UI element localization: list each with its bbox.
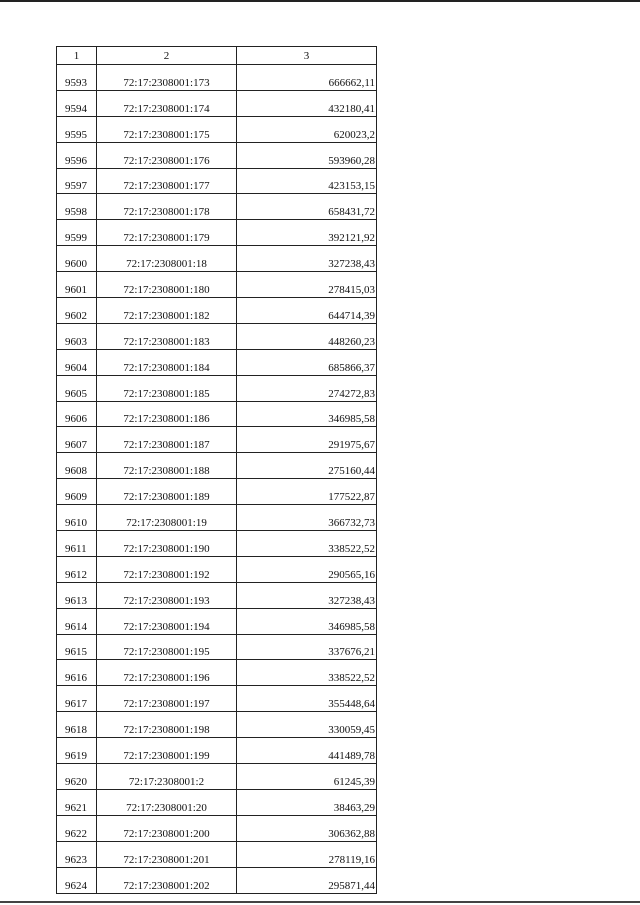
cadastral-value-cell: 177522,87 [237, 479, 377, 505]
row-number-cell: 9618 [57, 712, 97, 738]
table-row [57, 375, 377, 401]
table-row [57, 349, 377, 375]
cadastral-value-cell: 330059,45 [237, 712, 377, 738]
row-number-cell: 9599 [57, 220, 97, 246]
cadastral-value-cell: 278415,03 [237, 272, 377, 298]
cadastral-value-cell: 423153,15 [237, 168, 377, 194]
table-row [57, 815, 377, 841]
cadastral-number-cell: 72:17:2308001:201 [97, 841, 237, 867]
cadastral-number-cell: 72:17:2308001:192 [97, 556, 237, 582]
row-number-cell: 9624 [57, 867, 97, 893]
row-number-cell: 9611 [57, 531, 97, 557]
table-row [57, 65, 377, 91]
cadastral-number-cell: 72:17:2308001:200 [97, 815, 237, 841]
row-number-cell: 9622 [57, 815, 97, 841]
cadastral-value-cell: 274272,83 [237, 375, 377, 401]
cadastral-value-cell: 441489,78 [237, 738, 377, 764]
row-number-cell: 9603 [57, 323, 97, 349]
cadastral-number-cell: 72:17:2308001:185 [97, 375, 237, 401]
cadastral-number-cell: 72:17:2308001:179 [97, 220, 237, 246]
cadastral-value-cell: 432180,41 [237, 90, 377, 116]
cadastral-value-cell: 685866,37 [237, 349, 377, 375]
table-row [57, 764, 377, 790]
cadastral-number-cell: 72:17:2308001:195 [97, 634, 237, 660]
cadastral-value-cell: 306362,88 [237, 815, 377, 841]
cadastral-value-cell: 291975,67 [237, 427, 377, 453]
cadastral-number-cell: 72:17:2308001:187 [97, 427, 237, 453]
table-row [57, 505, 377, 531]
row-number-cell: 9621 [57, 789, 97, 815]
cadastral-number-cell: 72:17:2308001:189 [97, 479, 237, 505]
table-row [57, 220, 377, 246]
cadastral-number-cell: 72:17:2308001:199 [97, 738, 237, 764]
table-row [57, 867, 377, 893]
cadastral-number-cell: 72:17:2308001:202 [97, 867, 237, 893]
cadastral-number-cell: 72:17:2308001:182 [97, 298, 237, 324]
table-row [57, 194, 377, 220]
table-row [57, 168, 377, 194]
cadastral-number-cell: 72:17:2308001:198 [97, 712, 237, 738]
row-number-cell: 9609 [57, 479, 97, 505]
cadastral-value-cell: 448260,23 [237, 323, 377, 349]
cadastral-number-cell: 72:17:2308001:174 [97, 90, 237, 116]
row-number-cell: 9620 [57, 764, 97, 790]
table-body [57, 65, 377, 894]
row-number-cell: 9605 [57, 375, 97, 401]
cadastral-value-cell: 275160,44 [237, 453, 377, 479]
cadastral-value-cell: 338522,52 [237, 531, 377, 557]
cadastral-number-cell: 72:17:2308001:175 [97, 116, 237, 142]
cadastral-value-cell: 346985,58 [237, 608, 377, 634]
cadastral-value-cell: 392121,92 [237, 220, 377, 246]
cadastral-number-cell: 72:17:2308001:197 [97, 686, 237, 712]
cadastral-number-cell: 72:17:2308001:183 [97, 323, 237, 349]
cadastral-number-cell: 72:17:2308001:190 [97, 531, 237, 557]
row-number-cell: 9608 [57, 453, 97, 479]
page-bottom-border [0, 901, 640, 903]
cadastral-value-cell: 658431,72 [237, 194, 377, 220]
cadastral-number-cell: 72:17:2308001:180 [97, 272, 237, 298]
cadastral-number-cell: 72:17:2308001:194 [97, 608, 237, 634]
row-number-cell: 9613 [57, 582, 97, 608]
cadastral-number-cell: 72:17:2308001:178 [97, 194, 237, 220]
cadastral-number-cell: 72:17:2308001:19 [97, 505, 237, 531]
row-number-cell: 9593 [57, 65, 97, 91]
cadastral-value-cell: 278119,16 [237, 841, 377, 867]
table-row [57, 582, 377, 608]
header-col-1: 1 [57, 47, 97, 65]
table-row [57, 401, 377, 427]
cadastral-value-cell: 355448,64 [237, 686, 377, 712]
cadastral-number-cell: 72:17:2308001:186 [97, 401, 237, 427]
cadastral-number-cell: 72:17:2308001:20 [97, 789, 237, 815]
table-row [57, 841, 377, 867]
table-row [57, 608, 377, 634]
row-number-cell: 9612 [57, 556, 97, 582]
table-row [57, 323, 377, 349]
row-number-cell: 9604 [57, 349, 97, 375]
cadastral-value-cell: 61245,39 [237, 764, 377, 790]
cadastral-number-cell: 72:17:2308001:176 [97, 142, 237, 168]
table-row [57, 556, 377, 582]
row-number-cell: 9598 [57, 194, 97, 220]
table-row [57, 246, 377, 272]
row-number-cell: 9617 [57, 686, 97, 712]
cadastral-value-cell: 366732,73 [237, 505, 377, 531]
table-row [57, 272, 377, 298]
row-number-cell: 9606 [57, 401, 97, 427]
table-row [57, 479, 377, 505]
page-top-border [0, 0, 640, 2]
row-number-cell: 9602 [57, 298, 97, 324]
cadastral-value-cell: 327238,43 [237, 246, 377, 272]
row-number-cell: 9601 [57, 272, 97, 298]
cadastral-number-cell: 72:17:2308001:18 [97, 246, 237, 272]
header-row [57, 47, 377, 65]
cadastral-value-cell: 327238,43 [237, 582, 377, 608]
table-row [57, 142, 377, 168]
table-row [57, 427, 377, 453]
table-row [57, 660, 377, 686]
row-number-cell: 9607 [57, 427, 97, 453]
table-row [57, 298, 377, 324]
cadastral-value-cell: 290565,16 [237, 556, 377, 582]
cadastral-number-cell: 72:17:2308001:188 [97, 453, 237, 479]
cadastral-number-cell: 72:17:2308001:173 [97, 65, 237, 91]
cadastral-value-cell: 620023,2 [237, 116, 377, 142]
row-number-cell: 9594 [57, 90, 97, 116]
row-number-cell: 9610 [57, 505, 97, 531]
cadastral-value-cell: 644714,39 [237, 298, 377, 324]
cadastral-value-table [56, 46, 377, 894]
table-row [57, 453, 377, 479]
row-number-cell: 9615 [57, 634, 97, 660]
header-col-2: 2 [97, 47, 237, 65]
cadastral-number-cell: 72:17:2308001:184 [97, 349, 237, 375]
row-number-cell: 9595 [57, 116, 97, 142]
table-row [57, 789, 377, 815]
table-row [57, 116, 377, 142]
row-number-cell: 9596 [57, 142, 97, 168]
row-number-cell: 9614 [57, 608, 97, 634]
cadastral-value-cell: 593960,28 [237, 142, 377, 168]
row-number-cell: 9597 [57, 168, 97, 194]
cadastral-value-cell: 337676,21 [237, 634, 377, 660]
cadastral-value-cell: 666662,11 [237, 65, 377, 91]
cadastral-number-cell: 72:17:2308001:196 [97, 660, 237, 686]
header-col-3: 3 [237, 47, 377, 65]
cadastral-number-cell: 72:17:2308001:177 [97, 168, 237, 194]
table-row [57, 531, 377, 557]
cadastral-number-cell: 72:17:2308001:193 [97, 582, 237, 608]
cadastral-value-cell: 295871,44 [237, 867, 377, 893]
cadastral-number-cell: 72:17:2308001:2 [97, 764, 237, 790]
row-number-cell: 9623 [57, 841, 97, 867]
table-row [57, 90, 377, 116]
cadastral-value-cell: 338522,52 [237, 660, 377, 686]
row-number-cell: 9600 [57, 246, 97, 272]
row-number-cell: 9616 [57, 660, 97, 686]
table-row [57, 634, 377, 660]
table-row [57, 686, 377, 712]
cadastral-value-cell: 38463,29 [237, 789, 377, 815]
table-row [57, 712, 377, 738]
row-number-cell: 9619 [57, 738, 97, 764]
cadastral-value-cell: 346985,58 [237, 401, 377, 427]
table-row [57, 738, 377, 764]
table-header [57, 47, 377, 65]
